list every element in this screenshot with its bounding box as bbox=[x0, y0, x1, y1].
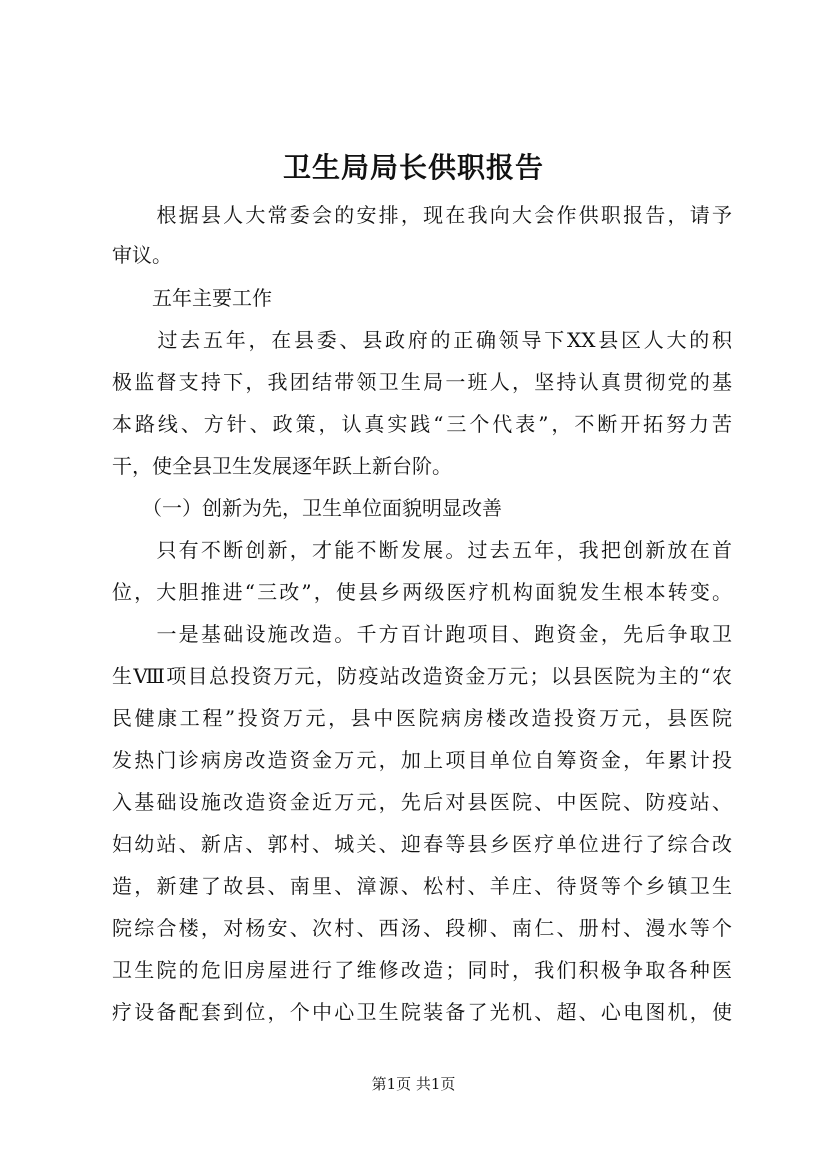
paragraph-line: 根据县人大常委会的安排，现在我向大会作供职报告，请予 bbox=[112, 203, 732, 227]
paragraph-line: 卫生院的危旧房屋进行了维修改造；同时，我们积极争取各种医 bbox=[112, 958, 732, 982]
paragraph-line: 本路线、方针、政策，认真实践“三个代表”，不断开拓努力苦 bbox=[112, 412, 732, 436]
paragraph-line: 院综合楼，对杨安、次村、西汤、段柳、南仁、册村、漫水等个 bbox=[112, 916, 732, 940]
paragraph-line: 过去五年，在县委、县政府的正确领导下XX县区人大的积 bbox=[112, 328, 732, 352]
section-heading: 五年主要工作 bbox=[112, 286, 272, 310]
paragraph-line: 位，大胆推进“三改”，使县乡两级医疗机构面貌发生根本转变。 bbox=[112, 580, 732, 604]
paragraph-line: 入基础设施改造资金近万元，先后对县医院、中医院、防疫站、 bbox=[112, 790, 732, 814]
paragraph-line: 妇幼站、新店、郭村、城关、迎春等县乡医疗单位进行了综合改 bbox=[112, 832, 732, 856]
paragraph-line: 只有不断创新，才能不断发展。过去五年，我把创新放在首 bbox=[112, 538, 732, 562]
section-heading: （一）创新为先，卫生单位面貌明显改善 bbox=[112, 496, 502, 520]
page-footer: 第1页 共1页 bbox=[371, 1075, 456, 1093]
paragraph-line: 极监督支持下，我团结带领卫生局一班人，坚持认真贯彻党的基 bbox=[112, 370, 732, 394]
paragraph-line: 审议。 bbox=[112, 243, 172, 267]
document-title: 卫生局局长供职报告 bbox=[282, 151, 544, 184]
paragraph-line: 民健康工程”投资万元，县中医院病房楼改造投资万元，县医院 bbox=[112, 706, 732, 730]
paragraph-line: 生Ⅷ项目总投资万元，防疫站改造资金万元；以县医院为主的“农 bbox=[112, 664, 732, 688]
paragraph-line: 疗设备配套到位，个中心卫生院装备了光机、超、心电图机，使 bbox=[112, 1000, 732, 1024]
paragraph-line: 一是基础设施改造。千方百计跑项目、跑资金，先后争取卫 bbox=[112, 622, 732, 646]
paragraph-line: 造，新建了故县、南里、漳源、松村、羊庄、待贤等个乡镇卫生 bbox=[112, 874, 732, 898]
paragraph-line: 干，使全县卫生发展逐年跃上新台阶。 bbox=[112, 454, 452, 478]
paragraph-line: 发热门诊病房改造资金万元，加上项目单位自筹资金，年累计投 bbox=[112, 748, 732, 772]
